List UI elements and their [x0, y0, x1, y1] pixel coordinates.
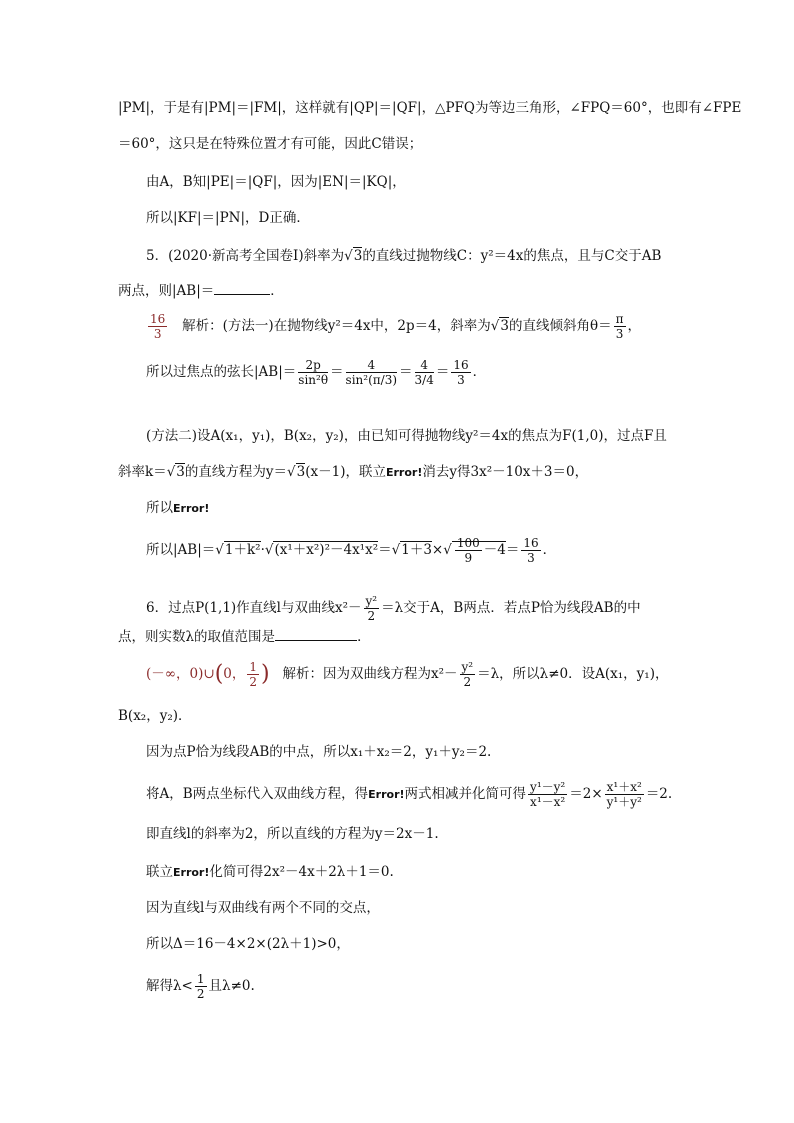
- q5-text: 两点，则|AB|＝: [118, 283, 215, 299]
- fraction: $\frac{1}{2}$: [249, 660, 258, 689]
- text-line: |PM|，于是有|PM|＝|FM|，这样就有|QP|＝|QF|，△PFQ为等边三角形，∠FPQ＝60°，也即有∠FPE: [118, 100, 742, 116]
- q5-text: ．: [270, 283, 284, 299]
- text-line: 所以|KF|＝|PN|，D正确．: [146, 210, 310, 226]
- text-line: 所以Δ＝16－4×2×(2λ＋1)>0，: [146, 936, 350, 952]
- text-line: B(x₂，y₂)．: [118, 708, 192, 724]
- fraction: $\frac{16}{3}$: [453, 358, 469, 387]
- text-line: 解得λ< $\frac{1}{2}$ 且λ≠0.: [146, 972, 255, 1001]
- fraction: $\frac{\pi}{3}$: [615, 312, 624, 341]
- answer-blank: [275, 626, 357, 641]
- question-6-cont: 点，则实数λ的取值范围是 ．: [118, 626, 371, 647]
- text-line: 因为直线l与双曲线有两个不同的交点，: [146, 900, 380, 916]
- error-text: Error!: [173, 502, 210, 515]
- fraction: $\frac{\text{x¹＋x²}}{\text{y¹＋y²}}$: [606, 780, 642, 809]
- sqrt-value: 3: [176, 464, 185, 480]
- text-line: (方法二)设A(x₁，y₁)，B(x₂，y₂)，由已知可得抛物线y²＝4x的焦点为F(1,0)，过点F且: [146, 428, 667, 444]
- fraction: $\frac{\text{y²}}{2}$: [365, 594, 378, 623]
- text-line: 所以Error!: [146, 500, 210, 516]
- fraction: $\frac{2p}{\text{sin²θ}}$: [298, 358, 329, 387]
- solution-5-chord: 所以过焦点的弦长|AB|＝ $\frac{2p}{\text{sin²θ}}$ ＝ $\frac{4}{\text{sin²(π/3)}}$ ＝ $\frac{4}{3/4}$ ＝ $\frac{16}{3}$ ．: [146, 358, 487, 387]
- text-line: 将A，B两点坐标代入双曲线方程，得Error!两式相减并化简可得 $\frac{\text{y¹－y²}}{\text{x¹－x²}}$ ＝2× $\frac{\text{x¹＋x²}}{\text{y¹＋y²}}$ ＝2.: [146, 780, 673, 809]
- solution-5-method2: 所以|AB|＝√1＋k²·√(x¹＋x²)²－4x¹x²＝√1＋3×√ $\frac{100}{9}$ －4＝ $\frac{16}{3}$ ．: [146, 536, 557, 565]
- sol5-text: 的直线倾斜角θ＝: [508, 318, 612, 334]
- text-line: 联立Error!化简可得2x²－4x＋2λ＋1＝0.: [146, 864, 394, 880]
- error-text: Error!: [173, 866, 210, 879]
- answer-blank: [214, 280, 270, 295]
- fraction: $\frac{16}{3}$: [523, 536, 539, 565]
- sol5-text: 解析：(方法一)在抛物线y²＝4x中，2p＝4，斜率为: [182, 318, 491, 334]
- fraction: $\frac{4}{3/4}$: [414, 358, 434, 387]
- q5-text: 5．(2020·新高考全国卷Ⅰ)斜率为: [146, 248, 345, 264]
- text-line: 由A，B知|PE|＝|QF|，因为|EN|＝|KQ|，: [146, 174, 406, 190]
- text-line: 因为点P恰为线段AB的中点，所以x₁＋x₂＝2，y₁＋y₂＝2.: [146, 744, 492, 760]
- fraction: $\frac{100}{9}$: [456, 536, 480, 565]
- fraction: $\frac{\text{y¹－y²}}{\text{x¹－x²}}$: [530, 780, 566, 809]
- fraction: $\frac{4}{\text{sin²(π/3)}}$: [345, 358, 398, 387]
- error-text: Error!: [385, 466, 423, 479]
- text-line: 斜率k＝√3的直线方程为y＝√3(x－1)，联立Error!消去y得3x²－10x＋3＝0，: [118, 464, 589, 480]
- sqrt-value: 3: [296, 464, 306, 480]
- text-line: ＝60°，这只是在特殊位置才有可能，因此C错误；: [118, 136, 423, 152]
- answer-5: $\frac{16}{3}$: [150, 312, 166, 341]
- solution-6-line: (－∞，0)∪(0， $\frac{1}{2}$ ) 解析：因为双曲线方程为x²－ $\frac{\text{y²}}{2}$ ＝λ，所以λ≠0．设A(x₁，y₁)，: [146, 660, 669, 689]
- question-5: 5．(2020·新高考全国卷Ⅰ)斜率为√3的直线过抛物线C：y²＝4x的焦点，且与C交于AB: [146, 248, 662, 264]
- solution-5-line: $\frac{16}{3}$ 解析：(方法一)在抛物线y²＝4x中，2p＝4，斜率为√3的直线倾斜角θ＝ $\frac{\pi}{3}$ ，: [150, 312, 641, 341]
- q5-text: 的直线过抛物线C：y²＝4x的焦点，且与C交于AB: [362, 248, 662, 264]
- sqrt-value: 3: [500, 318, 509, 334]
- question-6: 6．过点P(1,1)作直线l与双曲线x²－ $\frac{\text{y²}}{2}$ ＝λ交于A，B两点．若点P恰为线段AB的中: [146, 594, 641, 623]
- question-5-cont: [118, 280, 284, 301]
- fraction: $\frac{\text{y²}}{2}$: [461, 660, 474, 689]
- sqrt-value: 3: [353, 248, 363, 264]
- answer-6: (－∞，0)∪(0， $\frac{1}{2}$ ): [146, 660, 270, 689]
- error-text: Error!: [368, 788, 405, 801]
- fraction: $\frac{1}{2}$: [196, 972, 205, 1001]
- text-line: 即直线l的斜率为2，所以直线的方程为y＝2x－1.: [146, 826, 439, 842]
